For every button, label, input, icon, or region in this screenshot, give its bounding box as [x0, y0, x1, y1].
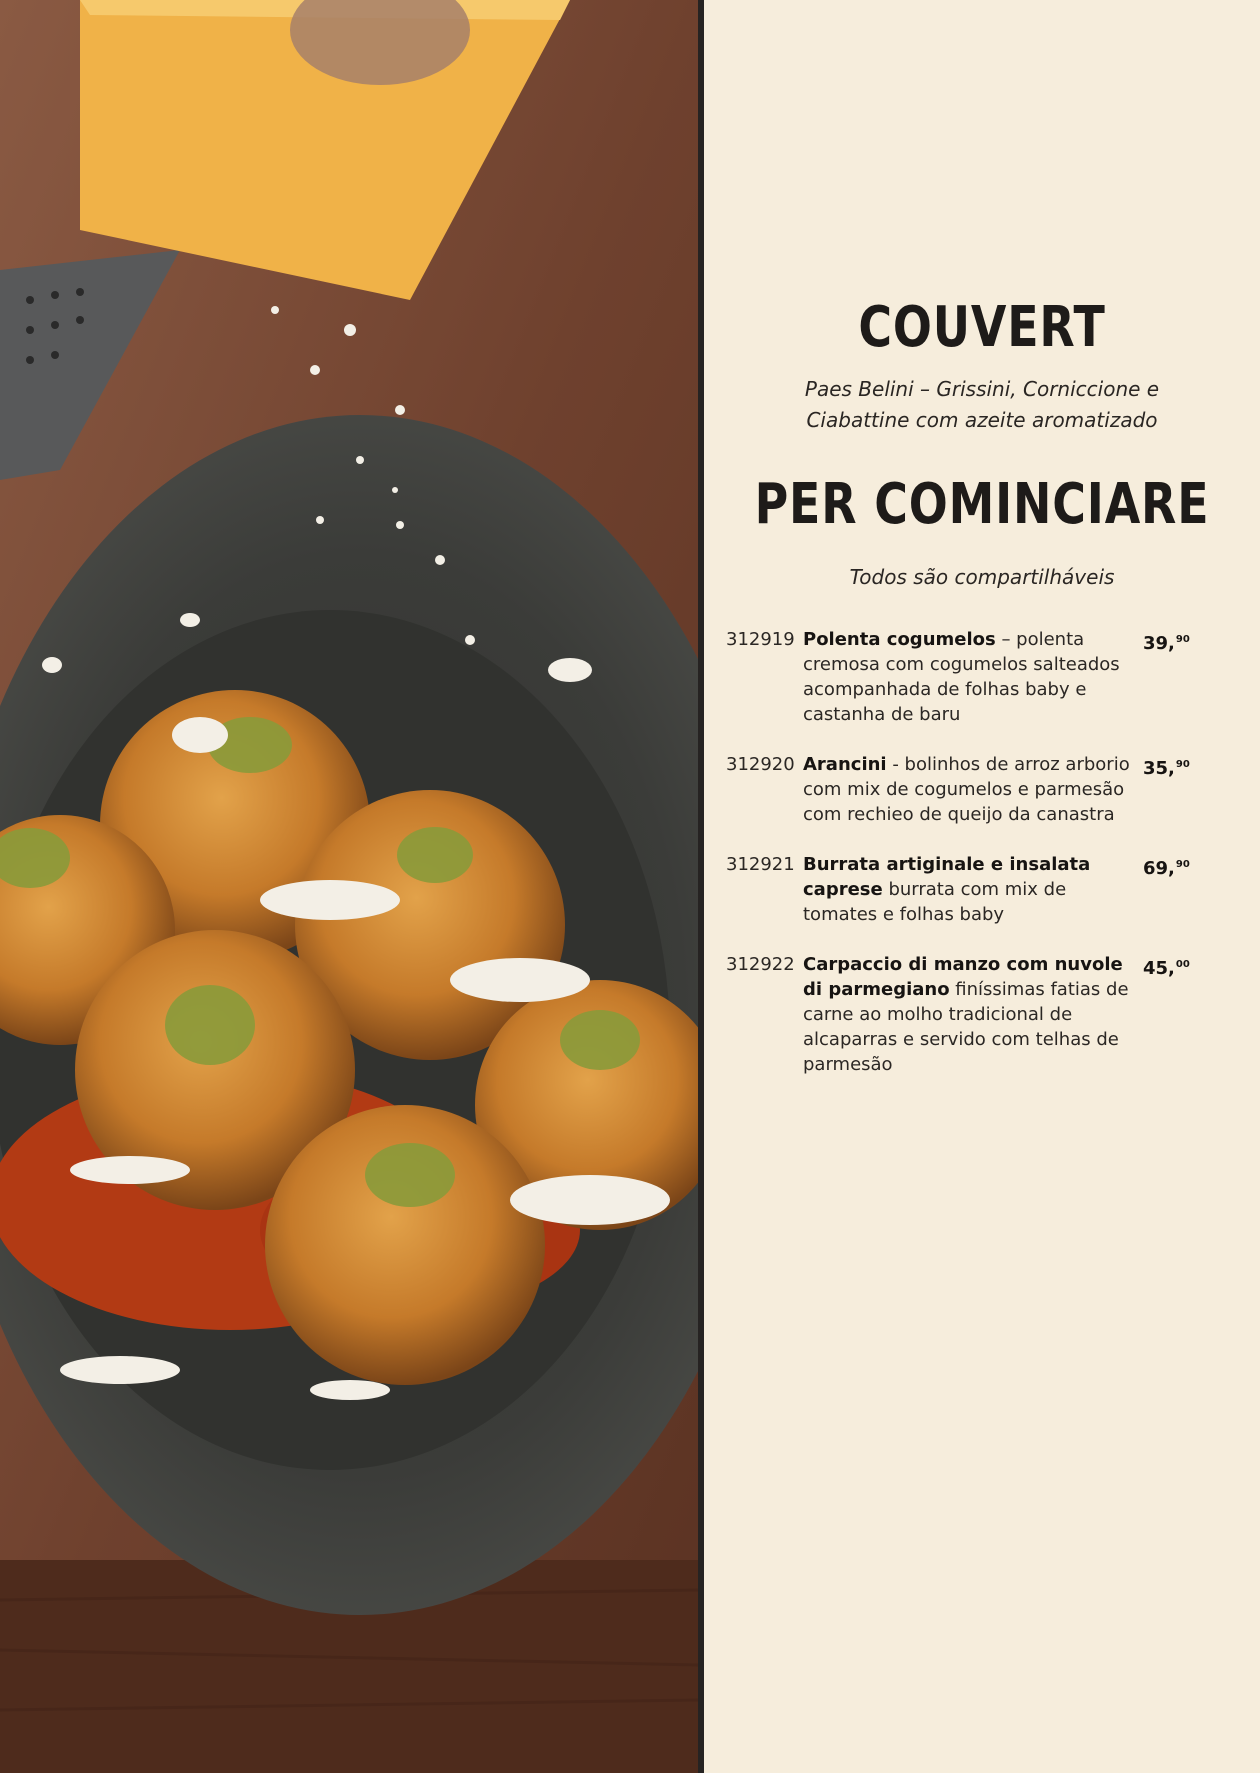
cominciare-note: Todos são compartilháveis	[849, 565, 1115, 589]
menu-item	[726, 627, 1246, 727]
couvert-note	[764, 374, 1200, 436]
item-desc-text: - bolinhos de arroz arborio com mix de cogumelos e parmesão com rechieo de queijo da canastra	[803, 754, 1130, 825]
item-price	[1143, 852, 1190, 881]
item-desc-text: – polenta cremosa com cogumelos salteados acompanhada de folhas baby e castanha de baru	[803, 629, 1120, 725]
item-description	[803, 752, 1133, 827]
item-name: Carpaccio di manzo com nuvole di parmegiano	[803, 954, 1123, 1000]
menu-items-list	[726, 627, 1246, 1102]
item-name: Polenta cogumelos	[803, 629, 996, 650]
price-dec: 00	[1175, 959, 1190, 970]
menu-item	[726, 952, 1246, 1077]
item-name: Burrata artiginale e insalata caprese	[803, 854, 1091, 900]
item-code: 312922	[726, 954, 795, 975]
couvert-title: COUVERT	[858, 295, 1106, 360]
price-dec: 90	[1175, 634, 1190, 645]
item-code: 312921	[726, 854, 795, 875]
item-price	[1143, 627, 1190, 656]
item-description	[803, 852, 1133, 927]
price-int: 39,	[1143, 633, 1175, 654]
price-dec: 90	[1175, 759, 1190, 770]
couvert-note-line2: Ciabattine com azeite aromatizado	[806, 408, 1158, 432]
item-description	[803, 627, 1133, 727]
price-dec: 90	[1175, 859, 1190, 870]
item-price	[1143, 952, 1190, 981]
cominciare-title: PER COMINCIARE	[754, 472, 1210, 537]
item-name: Arancini	[803, 754, 887, 775]
item-description	[803, 952, 1133, 1077]
item-code: 312919	[726, 629, 795, 650]
item-desc-text: burrata com mix de tomates e folhas baby	[803, 879, 1067, 925]
item-desc-text: finíssimas fatias de carne ao molho tradicional de alcaparras e servido com telhas de parmesão	[803, 979, 1129, 1075]
menu-item	[726, 852, 1246, 927]
menu-item	[726, 752, 1246, 827]
price-int: 69,	[1143, 858, 1175, 879]
price-int: 35,	[1143, 758, 1175, 779]
price-int: 45,	[1143, 958, 1175, 979]
item-price	[1143, 752, 1190, 781]
couvert-note-line1: Paes Belini – Grissini, Corniccione e	[804, 377, 1160, 401]
item-code: 312920	[726, 754, 795, 775]
menu-panel	[704, 0, 1260, 1773]
